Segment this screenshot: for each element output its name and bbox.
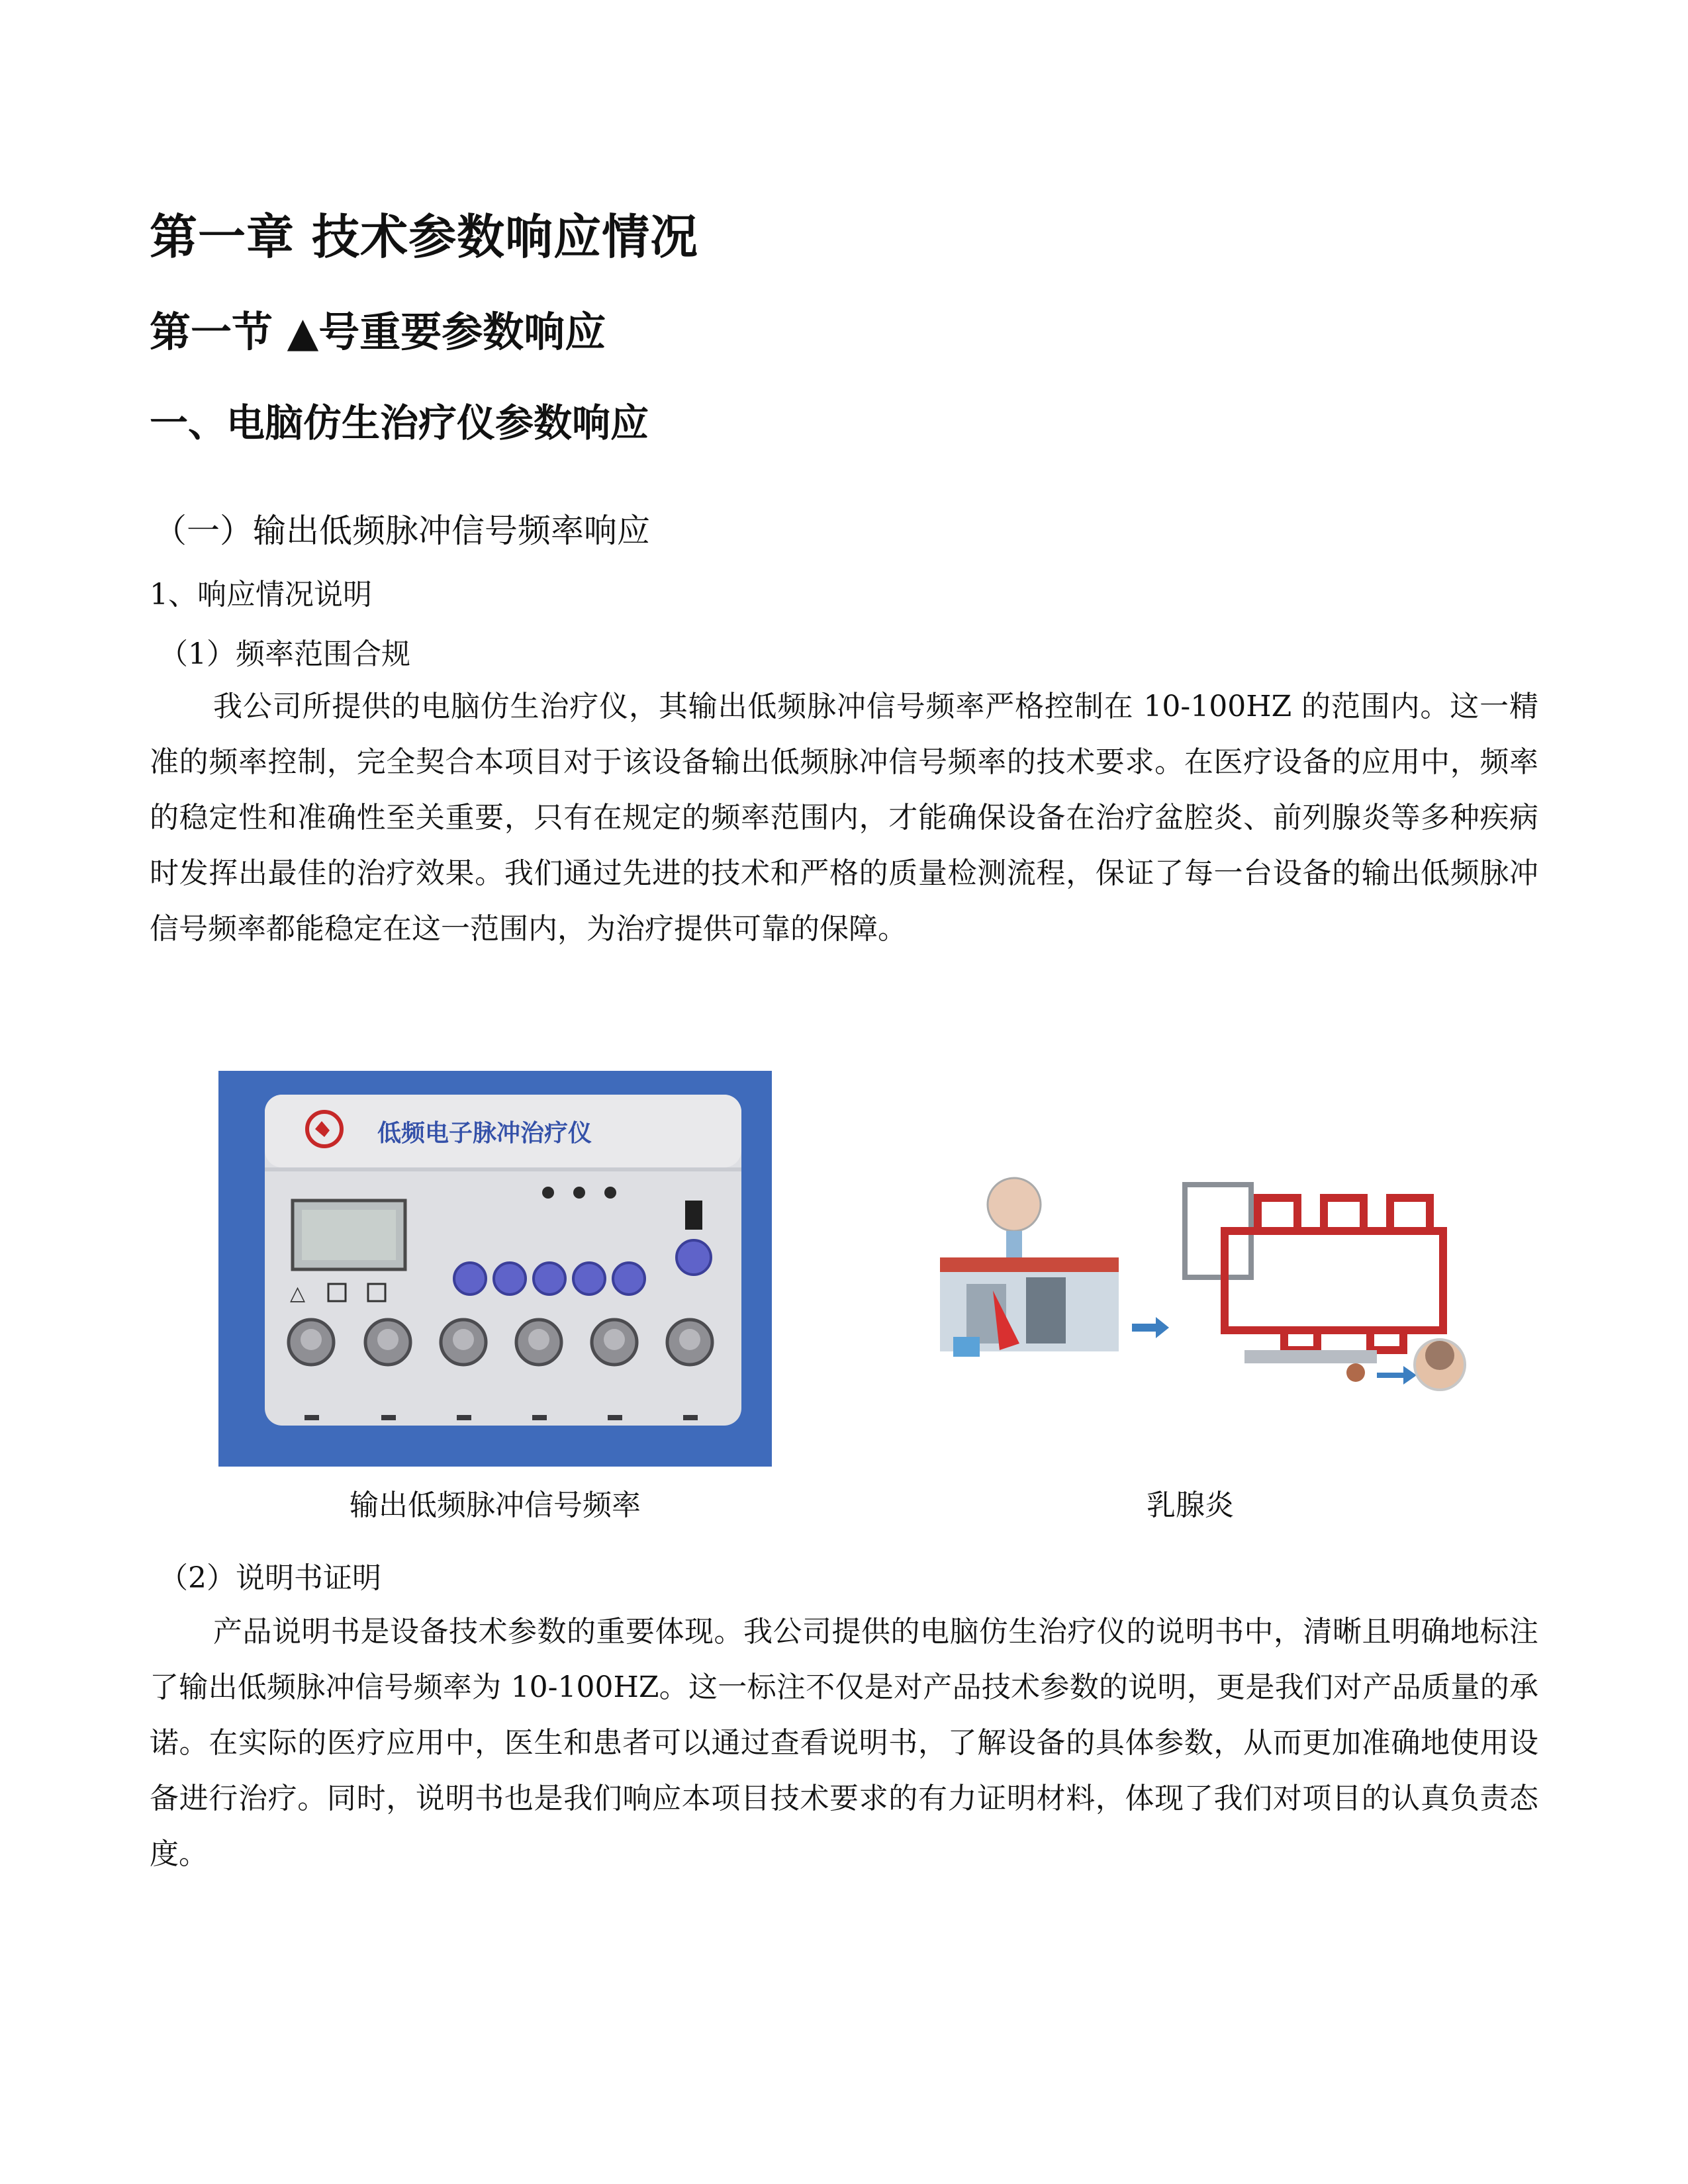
device-photo — [218, 1071, 772, 1467]
sub-title-manual: （2）说明书证明 — [159, 1561, 381, 1595]
section-title: 第一节 ▲号重要参数响应 — [150, 308, 606, 356]
point-title: 1、响应情况说明 — [150, 578, 372, 612]
figure-2-caption: 乳腺炎 — [1147, 1488, 1234, 1522]
paragraph-manual: 产品说明书是设备技术参数的重要体现。我公司提供的电脑仿生治疗仪的说明书中，清晰且明确地标注了输出低频脉冲信号频率为 10-100HZ。这一标注不仅是对产品技术参数的说明，更是我们对产品质量的承诺。在实际的医疗应用中，医生和患者可以通过查看说明书，了解设备的具体参数，从而更加准确地使用设备进行治疗。同时，说明书也是我们响应本项目技术要求的有力证明材料，体现了我们对项目的认真负责态度。 — [150, 1615, 1538, 1871]
item-title: （一）输出低频脉冲信号频率响应 — [154, 512, 650, 550]
chapter-title: 第一章 技术参数响应情况 — [150, 209, 699, 265]
mastitis-diagram — [914, 1158, 1467, 1396]
paragraph-frequency: 我公司所提供的电脑仿生治疗仪，其输出低频脉冲信号频率严格控制在 10-100HZ 的范围内。这一精准的频率控制，完全契合本项目对于该设备输出低频脉冲信号频率的技术要求。在医疗设备的应用中，频率的稳定性和准确性至关重要，只有在规定的频率范围内，才能确保设备在治疗盆腔炎、前列腺炎等多种疾病时发挥出最佳的治疗效果。我们通过先进的技术和严格的质量检测流程，保证了每一台设备的输出低频脉冲信号频率都能稳定在这一范围内，为治疗提供可靠的保障。 — [150, 690, 1538, 946]
subsection-title: 一、电脑仿生治疗仪参数响应 — [150, 400, 649, 445]
svg-text:△: △ — [290, 1282, 306, 1305]
sub-title-frequency: （1）频率范围合规 — [159, 637, 410, 671]
figure-1-caption: 输出低频脉冲信号频率 — [350, 1488, 641, 1522]
device-label-text: 低频电子脉冲治疗仪 — [377, 1120, 592, 1147]
